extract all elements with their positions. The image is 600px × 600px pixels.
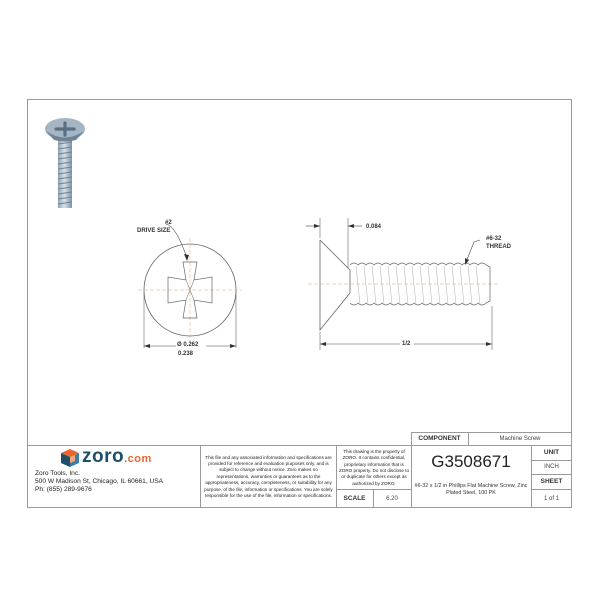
length-label: 1/2 xyxy=(402,341,411,347)
head-diameter-min-label: 0.238 xyxy=(178,351,194,357)
company-info xyxy=(35,470,163,494)
component-value: Machine Screw xyxy=(499,435,541,442)
zoro-logo-icon xyxy=(60,448,80,468)
sheet-label: SHEET xyxy=(540,478,563,485)
drive-size-label-number: #2 xyxy=(165,220,172,226)
head-height-label: 0.084 xyxy=(366,224,382,230)
company-name: Zoro Tools, Inc. xyxy=(35,470,80,477)
head-diameter-label: Ø 0.262 xyxy=(177,342,199,348)
part-description: #6-32 x 1/2 in Phillips Flat Machine Screw, Zinc Plated Steel, 100 PK xyxy=(414,483,528,496)
component-label: COMPONENT xyxy=(418,435,461,442)
property-notice: This drawing is the property of ZORO. It contains confidential, proprietary information that is ZORO property. Do not disclose to or duplicate for others except as authorized by ZORO. xyxy=(338,448,410,486)
unit-value: INCH xyxy=(544,464,559,470)
company-phone: Ph: (855) 289-9676 xyxy=(35,486,92,493)
scale-label: SCALE xyxy=(343,495,366,502)
screw-side-view-drawing xyxy=(300,210,540,355)
drive-size-label: DRIVE SIZE xyxy=(137,228,171,234)
part-number: G3508671 xyxy=(431,452,511,471)
unit-label: UNIT xyxy=(543,449,560,456)
scale-value: 6.20 xyxy=(386,495,398,502)
disclaimer-text: This file and any associated information and specifications are provided for reference and evaluation purposes only, and is subject to change without notice. Zoro makes no representations, warranties or guarantees as to the appropriateness, accuracy, completeness, or suitability for any purpose, of the file, information or specifications. You are solely responsible for the use of the file, information or specifications. xyxy=(204,454,333,499)
zoro-logo-text: zoro.com xyxy=(82,446,152,467)
screw-3d-thumbnail xyxy=(40,112,90,212)
company-address: 500 W Madison St, Chicago, IL 60661, USA xyxy=(35,478,164,485)
thread-label: THREAD xyxy=(486,244,511,250)
sheet-value: 1 of 1 xyxy=(543,495,559,502)
thread-size-label: #6-32 xyxy=(486,236,502,242)
head-top-view-drawing xyxy=(130,222,250,357)
